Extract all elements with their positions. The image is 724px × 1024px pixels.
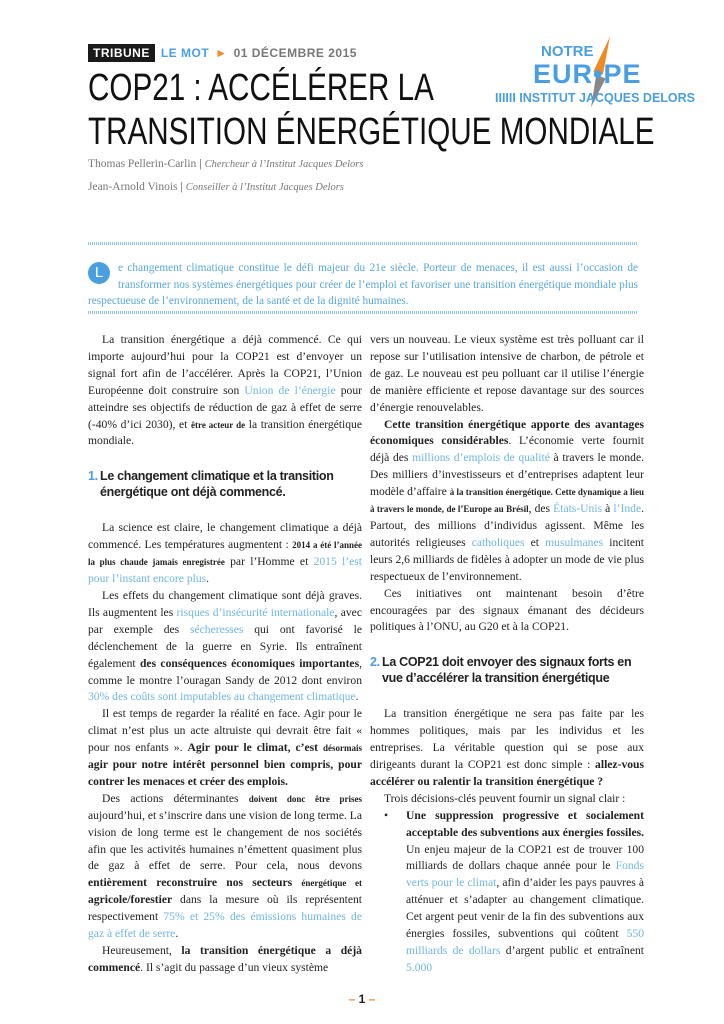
section-title: Le changement climatique et la transition énergétique ont déjà commencé. [100,469,334,500]
notre-europe-logo [495,36,695,108]
text: Des actions déterminantes [102,791,249,805]
bullet-item [370,808,644,977]
author-name: Thomas Pellerin-Carlin [88,158,197,170]
text: , afin d’aider les pays pauvres à atténuer et s’adapter au changement climatique. Cet argent peut venir de la fin des subventions aux énergies fossiles, subventions qui coûtent [406,876,644,941]
text: vers un nouveau. Le vieux système est très polluant car il repose sur l’utilisation intensive de charbon, de pétrole et de gaz. Le nouveau est peu polluant car il utilise l’énergie de manière efficiente et repose davantage sur des sources d’énergie renouvelables. [370,333,644,414]
text: Un enjeu majeur de la COP21 est de trouver 100 milliards de dollars chaque année pour le [406,842,644,873]
paragraph [88,943,362,977]
dash: – [368,992,376,1006]
reference-link[interactable]: Union de l’énergie [244,383,336,397]
text: à [602,502,614,516]
logo-line-3: IIIIII INSTITUT JACQUES DELORS [495,91,696,105]
paragraph [370,791,644,808]
paragraph [370,332,644,417]
author-name: Jean-Arnold Vinois [88,181,178,193]
text: La transition énergétique a déjà commencé. Ce qui importe aujourd’hui pour la COP21 est d’envoyer un signal fort afin de l’accélérer. Après la COP21, l’Union Européenne doit construire son [88,333,362,397]
text: qui ont favorisé le déclenchement de la guerre en Syrie. Ils entraînent également [88,622,362,670]
text: dans la mesure où ils représentent respectivement [88,893,362,924]
reference-link[interactable]: Fonds verts pour le climat [406,859,644,890]
emphasis: Agir pour le climat, c’est [187,741,323,755]
reference-link[interactable]: l’Inde [613,502,642,516]
reference-link[interactable]: 550 milliards de dollars [406,927,644,957]
reference-link[interactable]: 30% des coûts sont imputables au changement climatique [88,690,356,704]
author-1: Thomas Pellerin-Carlin | Chercheur à l’Institut Jacques Delors [88,158,364,170]
text: . [355,690,359,704]
emphasis: désormais [323,743,362,754]
text: Les effets du changement climatique sont déjà graves. Ils augmentent les [88,588,362,619]
paragraph [370,706,644,791]
intro-paragraph [88,260,638,310]
reference-link[interactable]: sécheresses [189,622,244,636]
title-line-1: COP21 : ACCÉLÉRER LA [88,67,434,109]
section-number: 2. [370,655,380,670]
reference-link[interactable]: 75% et 25% des émissions humaines de gaz à effet de serre [88,910,362,941]
emphasis: être acteur de [191,419,246,430]
text: Ces initiatives ont maintenant besoin d’être encouragées par des signaux émanant des décideurs politiques à l’ONU, au G20 et à la COP21. [370,586,644,634]
kicker [88,44,357,62]
text: la transition énergétique mondiale. [88,417,362,448]
text: , avec par exemple des [88,605,362,636]
author-2: Jean-Arnold Vinois | Conseiller à l’Institut Jacques Delors [88,181,344,193]
left-column [88,332,362,977]
bullet-icon: • [384,808,389,822]
author-role: Chercheur à l’Institut Jacques Delors [204,159,364,170]
arrow-icon: ► [215,46,228,60]
paragraph [88,332,362,450]
right-column [370,332,644,977]
reference-link[interactable]: catholiques [471,535,525,549]
text: . [206,572,210,586]
text: par l’Homme et [224,555,314,569]
category: LE MOT [160,46,210,60]
text: incitent leurs 2,6 milliards de fidèles à adopter un mode de vie plus respectueux de l’environnement. [370,535,644,583]
text: pour atteindre ses objectifs de réduction de gaz à effet de serre (-40% d’ici 2030), et [88,383,362,431]
text: , comme le montre l’ouragan Sandy de 2012 dont environ [88,656,362,687]
reference-link[interactable]: musulmanes [545,535,604,549]
emphasis: allez-vous accélérer ou ralentir la transition énergétique ? [370,758,644,788]
intro-text: e changement climatique constitue le défi majeur du 21e siècle. Porteur de menaces, il est aussi l’occasion de transformer nos systèmes énergétiques pour créer de l’emploi et favoriser une transition énergétique mondiale plus respectueuse de l’environnement, de la santé et de la dignité humaines. [88,262,638,307]
dropcap: L [88,262,110,284]
text: à travers le monde. Des milliers d’investisseurs et d’entreprises adaptent leur modèle d’affaire [370,451,644,499]
text: Trois décisions-clés peuvent fournir un signal clair : [384,791,626,805]
text: aujourd’hui, et s’inscrire dans une vision de long terme. La vision de long terme est le changement de nos sociétés afin que les activités humaines n’émettent quasiment plus de gaz à effet de serre. Pour cela, nous devons [88,808,362,873]
text: La science est claire, le changement climatique a déjà commencé. Les températures augmentent : [88,521,362,552]
text: La transition énergétique ne sera pas faite par les hommes politiques, mais par les individus et les entreprises. La véritable question qui se pose aux dirigeants durant la COP21 est donc simple : [370,707,644,772]
text: et [524,535,546,549]
tribune-tag: TRIBUNE [88,44,155,62]
emphasis: des conséquences économiques importantes [139,656,360,670]
reference-link[interactable]: États-Unis [553,502,603,516]
text: , des [528,502,554,516]
section-heading [88,468,362,500]
divider [88,311,638,314]
section-title: La COP21 doit envoyer des signaux forts en vue d’accélérer la transition énergétique [382,655,632,686]
section-heading [370,654,644,686]
text: Heureusement, [102,944,182,957]
divider [88,242,638,245]
logo-line-1: NOTRE [541,43,594,60]
reference-link[interactable]: 5.000 [406,960,433,974]
text: . Partout, des millions d’individus agissent. Même les autorités religieuses [370,502,644,549]
logo-line-2: EUR•PE [533,59,642,89]
text: Il est temps de regarder la réalité en face. Agir pour le climat n’est plus un acte altruiste qui devrait être fait « pour nos enfants ». [88,707,362,755]
title-line-2: TRANSITION ÉNERGÉTIQUE MONDIALE [88,111,655,153]
emphasis: Cette transition énergétique apporte des avantages économiques considérables [370,417,644,448]
paragraph [370,586,644,637]
publication-date: 01 DÉCEMBRE 2015 [233,46,357,60]
reference-link[interactable]: millions d’emplois de qualité [412,451,550,465]
emphasis: 2014 a été l’année la plus chaude jamais enregistrée [88,540,362,568]
emphasis: agir pour notre intérêt personnel bien compris, pour contrer les menaces et créer des emplois. [88,758,362,788]
text: . Il s’agit du passage d’un vieux système [140,960,329,974]
paragraph [88,791,362,943]
section-number: 1. [88,469,98,484]
reference-link[interactable]: 2015 l’est pour l’instant encore plus [88,555,363,586]
paragraph [88,706,362,791]
emphasis: Une suppression progressive et socialement acceptable des subventions aux énergies fossiles. [406,808,644,839]
text: . L’économie verte fournit déjà des [370,434,644,465]
emphasis: agricole/forestier [88,893,173,907]
author-role: Conseiller à l’Institut Jacques Delors [185,182,344,193]
emphasis: entièrement reconstruire nos secteurs [88,876,302,890]
page-number-value: 1 [358,992,366,1006]
emphasis: à la transition énergétique. Cette dynamique a lieu à travers le monde, de l’Europe au Brésil [370,487,644,515]
emphasis: doivent donc être prises [248,793,363,804]
emphasis: énergétique et [301,878,362,889]
paragraph [88,588,362,706]
paragraph [88,520,362,588]
text: d’argent public et entraînent [500,944,644,957]
emphasis: la transition énergétique a déjà commencé [88,944,362,974]
dash: – [348,992,356,1006]
text: . [175,927,179,941]
page-number [0,992,724,1006]
reference-link[interactable]: risques d’insécurité internationale [176,605,335,619]
paragraph [370,417,644,586]
